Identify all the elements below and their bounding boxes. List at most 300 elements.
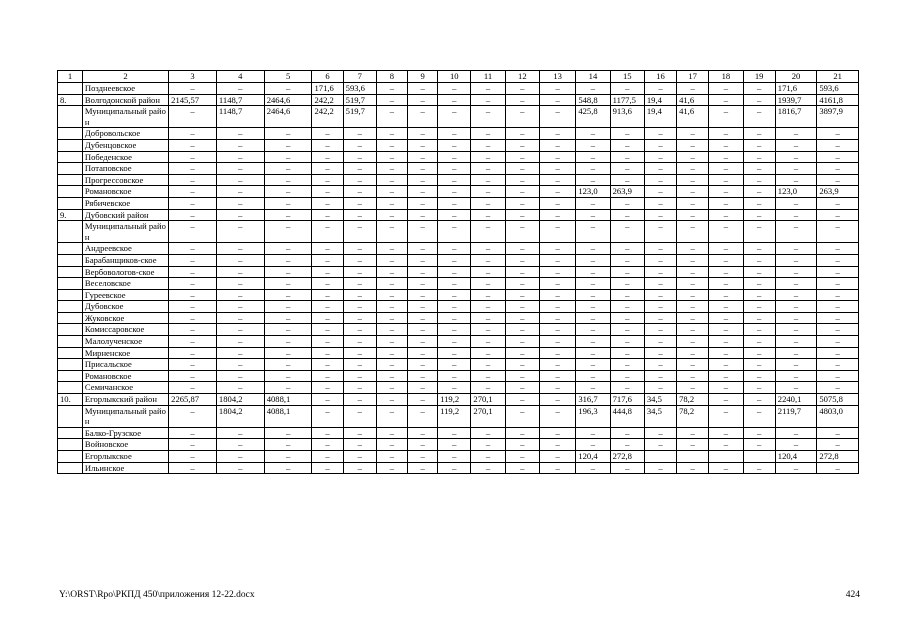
value-cell: – bbox=[376, 254, 407, 266]
value-cell: – bbox=[216, 197, 264, 209]
value-cell: – bbox=[216, 163, 264, 175]
row-number-cell bbox=[58, 312, 83, 324]
value-cell: – bbox=[743, 336, 775, 348]
row-number-cell bbox=[58, 382, 83, 394]
value-cell: – bbox=[644, 289, 676, 301]
value-cell: – bbox=[376, 106, 407, 128]
value-cell: – bbox=[709, 163, 743, 175]
value-cell: – bbox=[709, 394, 743, 406]
value-cell: – bbox=[312, 289, 343, 301]
value-cell: 4803,0 bbox=[817, 405, 859, 427]
value-cell: – bbox=[312, 197, 343, 209]
value-cell: – bbox=[408, 209, 438, 221]
settlement-name-cell: Муниципальный район bbox=[82, 221, 168, 243]
value-cell: – bbox=[216, 266, 264, 278]
value-cell: – bbox=[169, 324, 217, 336]
value-cell: – bbox=[264, 347, 312, 359]
value-cell: – bbox=[343, 254, 376, 266]
value-cell: – bbox=[775, 221, 817, 243]
value-cell: – bbox=[376, 278, 407, 290]
value-cell: – bbox=[471, 324, 505, 336]
value-cell: – bbox=[376, 405, 407, 427]
value-cell: – bbox=[376, 301, 407, 313]
value-cell: – bbox=[438, 221, 471, 243]
value-cell: – bbox=[408, 301, 438, 313]
column-header: 21 bbox=[817, 71, 859, 83]
settlement-name-cell: Романовское bbox=[82, 370, 168, 382]
value-cell: – bbox=[438, 370, 471, 382]
settlement-name-cell: Жуковское bbox=[82, 312, 168, 324]
value-cell: – bbox=[216, 427, 264, 439]
value-cell: – bbox=[677, 312, 709, 324]
row-number-cell bbox=[58, 289, 83, 301]
table-row bbox=[58, 405, 859, 427]
value-cell: – bbox=[312, 301, 343, 313]
value-cell: – bbox=[505, 83, 539, 95]
value-cell: – bbox=[376, 324, 407, 336]
value-cell: – bbox=[505, 394, 539, 406]
value-cell: – bbox=[610, 439, 644, 451]
value-cell: – bbox=[539, 163, 575, 175]
value-cell: – bbox=[610, 324, 644, 336]
value-cell: – bbox=[216, 186, 264, 198]
column-header: 17 bbox=[677, 71, 709, 83]
value-cell: – bbox=[408, 221, 438, 243]
settlement-name-cell: Веселовское bbox=[82, 278, 168, 290]
value-cell: – bbox=[471, 439, 505, 451]
value-cell: – bbox=[677, 359, 709, 371]
value-cell: – bbox=[644, 439, 676, 451]
value-cell: – bbox=[376, 439, 407, 451]
value-cell: – bbox=[743, 427, 775, 439]
value-cell: – bbox=[677, 174, 709, 186]
value-cell: – bbox=[343, 289, 376, 301]
value-cell: – bbox=[644, 370, 676, 382]
value-cell: – bbox=[312, 427, 343, 439]
value-cell: – bbox=[264, 301, 312, 313]
value-cell: – bbox=[471, 289, 505, 301]
value-cell: – bbox=[471, 462, 505, 474]
value-cell: – bbox=[376, 163, 407, 175]
value-cell: – bbox=[312, 139, 343, 151]
value-cell: 19,4 bbox=[644, 94, 676, 106]
value-cell: – bbox=[408, 405, 438, 427]
value-cell: – bbox=[264, 324, 312, 336]
value-cell: – bbox=[775, 266, 817, 278]
value-cell: 1939,7 bbox=[775, 94, 817, 106]
value-cell: – bbox=[216, 174, 264, 186]
value-cell bbox=[677, 451, 709, 463]
value-cell: – bbox=[709, 336, 743, 348]
value-cell: – bbox=[709, 427, 743, 439]
value-cell: – bbox=[610, 163, 644, 175]
table-row bbox=[58, 254, 859, 266]
value-cell: 123,0 bbox=[775, 186, 817, 198]
value-cell: – bbox=[343, 370, 376, 382]
value-cell: – bbox=[169, 266, 217, 278]
value-cell: – bbox=[709, 359, 743, 371]
value-cell: – bbox=[438, 427, 471, 439]
value-cell: – bbox=[539, 197, 575, 209]
value-cell: – bbox=[677, 324, 709, 336]
value-cell: 41,6 bbox=[677, 94, 709, 106]
value-cell: – bbox=[817, 197, 859, 209]
table-row bbox=[58, 289, 859, 301]
value-cell: – bbox=[817, 312, 859, 324]
value-cell: – bbox=[471, 382, 505, 394]
table-row bbox=[58, 312, 859, 324]
value-cell: – bbox=[576, 278, 610, 290]
row-number-cell bbox=[58, 266, 83, 278]
value-cell: – bbox=[376, 312, 407, 324]
value-cell: – bbox=[817, 221, 859, 243]
column-header: 6 bbox=[312, 71, 343, 83]
value-cell: – bbox=[576, 324, 610, 336]
settlement-name-cell: Андреевское bbox=[82, 243, 168, 255]
value-cell: – bbox=[343, 301, 376, 313]
value-cell: – bbox=[505, 174, 539, 186]
value-cell: – bbox=[539, 370, 575, 382]
row-number-cell bbox=[58, 359, 83, 371]
value-cell: – bbox=[312, 221, 343, 243]
value-cell: – bbox=[408, 174, 438, 186]
value-cell: – bbox=[438, 451, 471, 463]
value-cell: – bbox=[408, 336, 438, 348]
value-cell: – bbox=[610, 83, 644, 95]
value-cell: – bbox=[817, 382, 859, 394]
value-cell: 34,5 bbox=[644, 394, 676, 406]
value-cell: – bbox=[709, 128, 743, 140]
value-cell: 123,0 bbox=[576, 186, 610, 198]
value-cell: – bbox=[644, 266, 676, 278]
value-cell: – bbox=[743, 278, 775, 290]
row-number-cell bbox=[58, 370, 83, 382]
value-cell: 316,7 bbox=[576, 394, 610, 406]
row-number-cell bbox=[58, 451, 83, 463]
value-cell: – bbox=[644, 83, 676, 95]
value-cell: – bbox=[264, 289, 312, 301]
value-cell: – bbox=[408, 289, 438, 301]
row-number-cell bbox=[58, 221, 83, 243]
value-cell: – bbox=[376, 427, 407, 439]
value-cell: – bbox=[539, 221, 575, 243]
value-cell: – bbox=[438, 254, 471, 266]
table-row bbox=[58, 83, 859, 95]
value-cell: – bbox=[216, 347, 264, 359]
value-cell: – bbox=[576, 197, 610, 209]
value-cell: 913,6 bbox=[610, 106, 644, 128]
settlement-name-cell: Вербовологов-ское bbox=[82, 266, 168, 278]
value-cell: – bbox=[576, 266, 610, 278]
value-cell: – bbox=[216, 451, 264, 463]
value-cell: – bbox=[576, 174, 610, 186]
value-cell: – bbox=[539, 106, 575, 128]
table-row bbox=[58, 347, 859, 359]
value-cell: – bbox=[610, 197, 644, 209]
value-cell: 1148,7 bbox=[216, 94, 264, 106]
row-number-cell bbox=[58, 186, 83, 198]
value-cell: – bbox=[576, 336, 610, 348]
value-cell: – bbox=[644, 254, 676, 266]
value-cell: – bbox=[539, 336, 575, 348]
value-cell: – bbox=[775, 139, 817, 151]
value-cell: – bbox=[376, 289, 407, 301]
value-cell: – bbox=[169, 151, 217, 163]
value-cell: – bbox=[505, 427, 539, 439]
value-cell: 3897,9 bbox=[817, 106, 859, 128]
value-cell: – bbox=[376, 462, 407, 474]
value-cell: – bbox=[610, 151, 644, 163]
value-cell: – bbox=[216, 139, 264, 151]
value-cell: – bbox=[576, 462, 610, 474]
value-cell: – bbox=[539, 243, 575, 255]
value-cell: – bbox=[677, 254, 709, 266]
value-cell: – bbox=[343, 394, 376, 406]
value-cell: – bbox=[576, 370, 610, 382]
value-cell: – bbox=[312, 439, 343, 451]
table-row bbox=[58, 163, 859, 175]
row-number-cell bbox=[58, 163, 83, 175]
column-header: 3 bbox=[169, 71, 217, 83]
value-cell: – bbox=[505, 94, 539, 106]
value-cell: – bbox=[471, 197, 505, 209]
value-cell: – bbox=[817, 128, 859, 140]
value-cell bbox=[709, 451, 743, 463]
value-cell: – bbox=[677, 83, 709, 95]
value-cell: 272,8 bbox=[817, 451, 859, 463]
value-cell: – bbox=[343, 451, 376, 463]
value-cell: – bbox=[438, 197, 471, 209]
value-cell: – bbox=[644, 301, 676, 313]
column-header: 12 bbox=[505, 71, 539, 83]
value-cell: – bbox=[677, 163, 709, 175]
value-cell: – bbox=[817, 347, 859, 359]
value-cell: – bbox=[610, 359, 644, 371]
value-cell: – bbox=[505, 221, 539, 243]
settlement-name-cell: Комиссаровское bbox=[82, 324, 168, 336]
value-cell: – bbox=[775, 370, 817, 382]
value-cell: – bbox=[775, 243, 817, 255]
column-header: 15 bbox=[610, 71, 644, 83]
value-cell: – bbox=[343, 186, 376, 198]
value-cell: – bbox=[576, 151, 610, 163]
value-cell: – bbox=[644, 243, 676, 255]
value-cell: – bbox=[743, 266, 775, 278]
value-cell: – bbox=[743, 254, 775, 266]
value-cell: – bbox=[610, 221, 644, 243]
value-cell: – bbox=[644, 324, 676, 336]
settlement-name-cell: Муниципальный район bbox=[82, 405, 168, 427]
value-cell: – bbox=[264, 439, 312, 451]
value-cell: – bbox=[709, 197, 743, 209]
table-row bbox=[58, 359, 859, 371]
value-cell: 444,8 bbox=[610, 405, 644, 427]
value-cell: – bbox=[343, 266, 376, 278]
value-cell: – bbox=[709, 209, 743, 221]
value-cell: – bbox=[169, 301, 217, 313]
value-cell: – bbox=[408, 163, 438, 175]
settlement-name-cell: Егорлыкское bbox=[82, 451, 168, 463]
value-cell: – bbox=[376, 370, 407, 382]
row-number-cell bbox=[58, 405, 83, 427]
value-cell: – bbox=[743, 163, 775, 175]
value-cell: – bbox=[408, 278, 438, 290]
value-cell: – bbox=[743, 186, 775, 198]
row-number-cell bbox=[58, 128, 83, 140]
table-row bbox=[58, 139, 859, 151]
value-cell: – bbox=[644, 312, 676, 324]
value-cell: – bbox=[743, 106, 775, 128]
value-cell: – bbox=[312, 336, 343, 348]
value-cell: – bbox=[709, 370, 743, 382]
value-cell: – bbox=[438, 139, 471, 151]
value-cell: – bbox=[505, 254, 539, 266]
value-cell: – bbox=[677, 266, 709, 278]
value-cell: – bbox=[169, 174, 217, 186]
column-header: 18 bbox=[709, 71, 743, 83]
value-cell: – bbox=[576, 347, 610, 359]
value-cell: – bbox=[539, 382, 575, 394]
value-cell: – bbox=[216, 278, 264, 290]
value-cell: – bbox=[343, 336, 376, 348]
value-cell: – bbox=[743, 209, 775, 221]
value-cell: – bbox=[743, 347, 775, 359]
value-cell: – bbox=[743, 221, 775, 243]
value-cell: – bbox=[264, 197, 312, 209]
value-cell: – bbox=[539, 254, 575, 266]
value-cell: – bbox=[505, 106, 539, 128]
value-cell: – bbox=[743, 128, 775, 140]
value-cell: – bbox=[343, 312, 376, 324]
value-cell: – bbox=[775, 151, 817, 163]
value-cell: – bbox=[471, 359, 505, 371]
value-cell: – bbox=[408, 106, 438, 128]
value-cell: – bbox=[169, 139, 217, 151]
value-cell: – bbox=[216, 83, 264, 95]
value-cell: – bbox=[264, 221, 312, 243]
settlement-name-cell: Дубовское bbox=[82, 301, 168, 313]
value-cell: – bbox=[775, 128, 817, 140]
value-cell: – bbox=[709, 243, 743, 255]
value-cell: – bbox=[709, 289, 743, 301]
value-cell: – bbox=[505, 289, 539, 301]
value-cell: – bbox=[677, 186, 709, 198]
value-cell: – bbox=[312, 382, 343, 394]
value-cell: – bbox=[505, 163, 539, 175]
row-number-cell bbox=[58, 336, 83, 348]
settlement-name-cell: Ильинское bbox=[82, 462, 168, 474]
settlement-name-cell: Барабанщиков-ское bbox=[82, 254, 168, 266]
column-header: 16 bbox=[644, 71, 676, 83]
value-cell: – bbox=[216, 301, 264, 313]
value-cell: – bbox=[644, 197, 676, 209]
value-cell: – bbox=[709, 151, 743, 163]
value-cell: – bbox=[408, 243, 438, 255]
value-cell: – bbox=[817, 209, 859, 221]
settlement-name-cell: Волгодонской район bbox=[82, 94, 168, 106]
value-cell: – bbox=[216, 370, 264, 382]
value-cell: – bbox=[264, 451, 312, 463]
value-cell: – bbox=[644, 221, 676, 243]
value-cell: – bbox=[312, 209, 343, 221]
value-cell: – bbox=[264, 427, 312, 439]
value-cell: – bbox=[576, 439, 610, 451]
table-row bbox=[58, 382, 859, 394]
value-cell: 19,4 bbox=[644, 106, 676, 128]
value-cell: – bbox=[343, 405, 376, 427]
value-cell: – bbox=[505, 451, 539, 463]
table-row bbox=[58, 94, 859, 106]
value-cell: – bbox=[438, 174, 471, 186]
value-cell: – bbox=[376, 347, 407, 359]
value-cell: 1177,5 bbox=[610, 94, 644, 106]
value-cell: – bbox=[775, 209, 817, 221]
value-cell: – bbox=[264, 139, 312, 151]
value-cell: – bbox=[817, 370, 859, 382]
value-cell: – bbox=[539, 209, 575, 221]
settlement-name-cell: Балко-Грузское bbox=[82, 427, 168, 439]
value-cell: 120,4 bbox=[576, 451, 610, 463]
value-cell: – bbox=[169, 197, 217, 209]
value-cell: – bbox=[610, 209, 644, 221]
value-cell: – bbox=[376, 209, 407, 221]
value-cell: – bbox=[471, 336, 505, 348]
value-cell: – bbox=[438, 336, 471, 348]
value-cell: – bbox=[438, 186, 471, 198]
value-cell: – bbox=[775, 427, 817, 439]
settlement-name-cell: Егорлыкский район bbox=[82, 394, 168, 406]
value-cell: – bbox=[376, 128, 407, 140]
value-cell: 119,2 bbox=[438, 394, 471, 406]
value-cell: – bbox=[438, 347, 471, 359]
value-cell: – bbox=[312, 128, 343, 140]
value-cell: – bbox=[169, 243, 217, 255]
value-cell: 2464,6 bbox=[264, 94, 312, 106]
value-cell: – bbox=[438, 289, 471, 301]
settlement-name-cell: Добровольское bbox=[82, 128, 168, 140]
column-header: 19 bbox=[743, 71, 775, 83]
value-cell: – bbox=[343, 221, 376, 243]
value-cell: – bbox=[775, 278, 817, 290]
value-cell: – bbox=[610, 336, 644, 348]
value-cell: 2145,57 bbox=[169, 94, 217, 106]
value-cell: – bbox=[343, 163, 376, 175]
value-cell: – bbox=[709, 301, 743, 313]
column-header: 11 bbox=[471, 71, 505, 83]
value-cell: – bbox=[709, 254, 743, 266]
value-cell: – bbox=[817, 336, 859, 348]
value-cell: – bbox=[775, 312, 817, 324]
table-row bbox=[58, 336, 859, 348]
value-cell: – bbox=[343, 209, 376, 221]
value-cell: 5075,8 bbox=[817, 394, 859, 406]
value-cell: – bbox=[408, 394, 438, 406]
value-cell: – bbox=[408, 324, 438, 336]
value-cell: – bbox=[743, 312, 775, 324]
table-row bbox=[58, 451, 859, 463]
row-number-cell: 8. bbox=[58, 94, 83, 106]
value-cell: – bbox=[709, 83, 743, 95]
value-cell: – bbox=[677, 197, 709, 209]
value-cell: – bbox=[471, 221, 505, 243]
settlement-name-cell: Прогрессовское bbox=[82, 174, 168, 186]
value-cell: – bbox=[264, 163, 312, 175]
value-cell: 425,8 bbox=[576, 106, 610, 128]
value-cell: – bbox=[817, 439, 859, 451]
value-cell: – bbox=[610, 382, 644, 394]
value-cell: – bbox=[610, 254, 644, 266]
value-cell: – bbox=[343, 139, 376, 151]
